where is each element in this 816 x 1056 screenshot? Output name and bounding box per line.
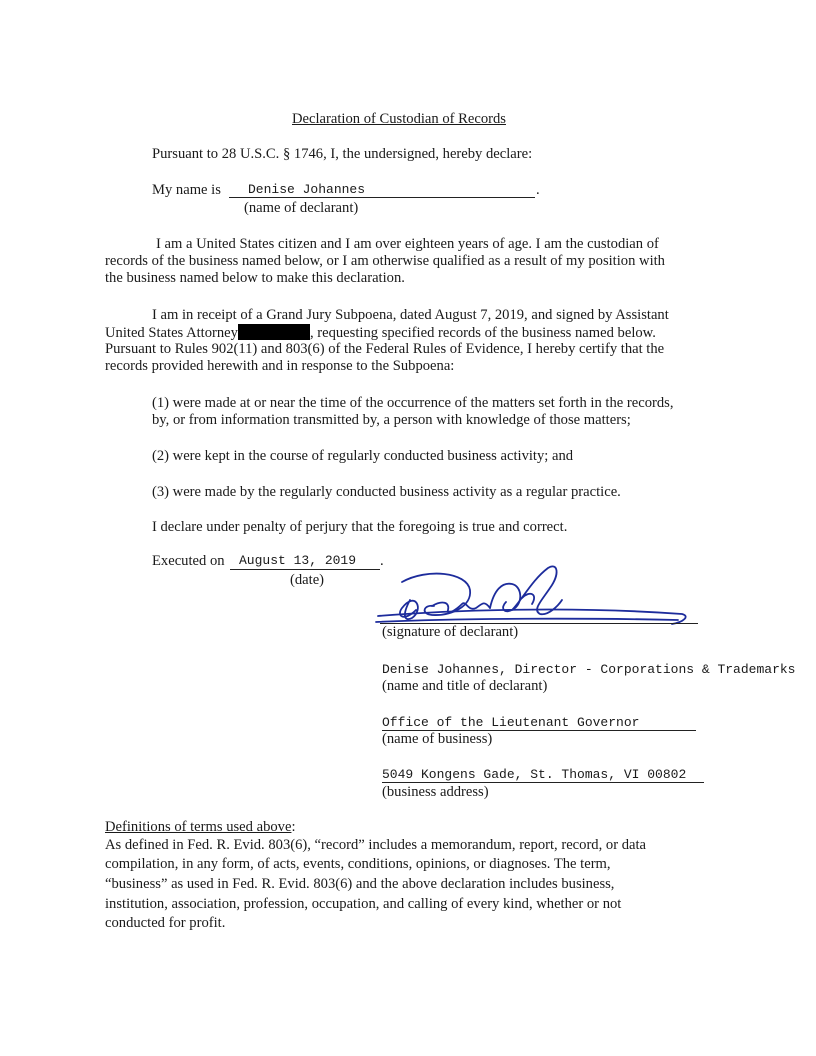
- para2-line2: [105, 324, 656, 343]
- address-underline: [382, 782, 704, 783]
- definitions-line3: “business” as used in Fed. R. Evid. 803(6) and the above declaration includes business,: [105, 876, 615, 892]
- name-period: .: [536, 182, 540, 198]
- penalty-statement: I declare under penalty of perjury that the foregoing is true and correct.: [152, 519, 568, 535]
- name-label: My name is: [152, 182, 221, 198]
- address-caption: (business address): [382, 784, 489, 800]
- para2-line2-after: , requesting specified records of the business named below.: [309, 325, 656, 341]
- para2-line2-before: United States Attorney: [105, 325, 238, 341]
- item2: (2) were kept in the course of regularly conducted business activity; and: [152, 448, 574, 464]
- business-name-value: Office of the Lieutenant Governor: [382, 715, 640, 730]
- declarant-title-value: Denise Johannes, Director - Corporations & Trademarks: [382, 662, 796, 677]
- executed-period: .: [380, 553, 384, 569]
- definitions-line1: As defined in Fed. R. Evid. 803(6), “record” includes a memorandum, report, record, or data: [105, 837, 647, 853]
- business-caption: (name of business): [382, 731, 493, 747]
- para2-line1: I am in receipt of a Grand Jury Subpoena, dated August 7, 2019, and signed by Assistant: [152, 307, 669, 323]
- declarant-name-value: Denise Johannes: [248, 182, 366, 197]
- redaction-box: [238, 324, 310, 340]
- executed-label: Executed on: [152, 553, 225, 569]
- para1-line3: the business named below to make this declaration.: [105, 270, 405, 286]
- item1-line2: by, or from information transmitted by, a person with knowledge of those matters;: [152, 412, 631, 428]
- declarant-title-caption: (name and title of declarant): [382, 678, 548, 694]
- date-underline: [230, 569, 380, 570]
- definitions-colon: :: [291, 819, 296, 835]
- para1-line2: records of the business named below, or I am otherwise qualified as a result of my position with: [105, 253, 665, 269]
- signature-caption: (signature of declarant): [382, 624, 519, 640]
- definitions-line5: conducted for profit.: [105, 915, 226, 931]
- name-underline: [229, 197, 535, 198]
- definitions-line4: institution, association, profession, occupation, and calling of every kind, whether or not: [105, 896, 622, 912]
- name-caption: (name of declarant): [244, 200, 359, 216]
- para2-line3: Pursuant to Rules 902(11) and 803(6) of the Federal Rules of Evidence, I hereby certify that the: [105, 341, 665, 357]
- business-address-value: 5049 Kongens Gade, St. Thomas, VI 00802: [382, 767, 687, 782]
- executed-date-value: August 13, 2019: [239, 553, 357, 568]
- para1-line1: I am a United States citizen and I am over eighteen years of age. I am the custodian of: [156, 236, 659, 252]
- definitions-heading: Definitions of terms used above: [105, 819, 292, 835]
- date-caption: (date): [290, 572, 325, 588]
- page-title: Declaration of Custodian of Records: [292, 111, 506, 127]
- para2-line4: records provided herewith and in response to the Subpoena:: [105, 358, 455, 374]
- item1-line1: (1) were made at or near the time of the occurrence of the matters set forth in the records,: [152, 395, 674, 411]
- intro-statement: Pursuant to 28 U.S.C. § 1746, I, the undersigned, hereby declare:: [152, 146, 533, 162]
- item3: (3) were made by the regularly conducted business activity as a regular practice.: [152, 484, 621, 500]
- definitions-heading-line: [105, 819, 296, 837]
- definitions-line2: compilation, in any form, of acts, events, conditions, opinions, or diagnoses. The term,: [105, 856, 611, 872]
